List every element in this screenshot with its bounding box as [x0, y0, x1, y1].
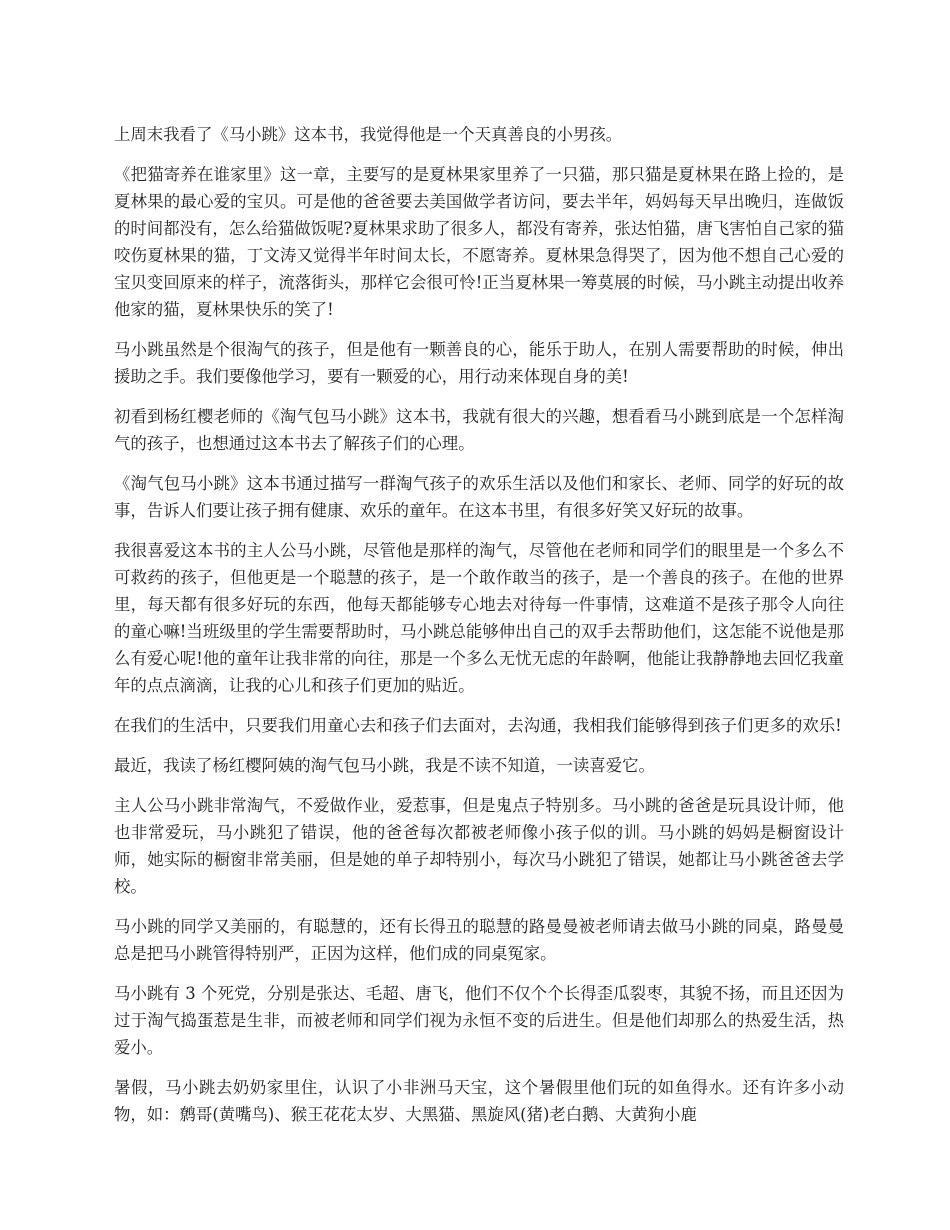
- paragraph: 《淘气包马小跳》这本书通过描写一群淘气孩子的欢乐生活以及他们和家长、老师、同学的好玩的故事，告诉人们要让孩子拥有健康、欢乐的童年。在这本书里，有很多好笑又好玩的故事。: [114, 474, 844, 520]
- paragraph: 马小跳有 3 个死党，分别是张达、毛超、唐飞，他们不仅个个长得歪瓜裂枣，其貌不扬，而且还因为过于淘气捣蛋惹是生非，而被老师和同学们视为永恒不变的后进生。但是他们却那么的热爱生活，热爱小。: [114, 984, 844, 1057]
- paragraph: 暑假，马小跳去奶奶家里住，认识了小非洲马天宝，这个暑假里他们玩的如鱼得水。还有许多小动物，如：鹩哥(黄嘴鸟)、猴王花花太岁、大黑猫、黑旋风(猪)老白鹅、大黄狗小鹿: [114, 1078, 844, 1124]
- paragraph: 上周末我看了《马小跳》这本书，我觉得他是一个天真善良的小男孩。: [114, 125, 623, 144]
- paragraph: 《把猫寄养在谁家里》这一章，主要写的是夏林果家里养了一只猫，那只猫是夏林果在路上捡的，是夏林果的最心爱的宝贝。可是他的爸爸要去美国做学者访问，要去半年，妈妈每天早出晚归，连做饭的时间都没有，怎么给猫做饭呢?夏林果求助了很多人，都没有寄养，张达怕猫，唐飞害怕自己家的猫咬伤夏林果的猫，丁文涛又觉得半年时间太长，不愿寄养。夏林果急得哭了，因为他不想自己心爱的宝贝变回原来的样子，流落街头，那样它会很可怜!正当夏林果一筹莫展的时候，马小跳主动提出收养他家的猫，夏林果快乐的笑了!: [114, 165, 844, 319]
- paragraph: 主人公马小跳非常淘气，不爱做作业，爱惹事，但是鬼点子特别多。马小跳的爸爸是玩具设计师，他也非常爱玩，马小跳犯了错误，他的爸爸每次都被老师像小孩子似的训。马小跳的妈妈是橱窗设计师，她实际的橱窗非常美丽，但是她的单子却特别小，每次马小跳犯了错误，她都让马小跳爸爸去学校。: [114, 796, 844, 896]
- paragraph: 马小跳的同学又美丽的，有聪慧的，还有长得丑的聪慧的路曼曼被老师请去做马小跳的同桌，路曼曼总是把马小跳管得特别严，正因为这样，他们成的同桌冤家。: [114, 917, 844, 963]
- document-body: [114, 121, 844, 1141]
- paragraph: 我很喜爱这本书的主人公马小跳，尽管他是那样的淘气，尽管他在老师和同学们的眼里是一个多么不可救药的孩子，但他更是一个聪慧的孩子，是一个敢作敢当的孩子，是一个善良的孩子。在他的世界里，每天都有很多好玩的东西，他每天都能够专心地去对待每一件事情，这难道不是孩子那令人向往的童心嘛!当班级里的学生需要帮助时，马小跳总能够伸出自己的双手去帮助他们，这怎能不说他是那么有爱心呢!他的童年让我非常的向往，那是一个多么无忧无虑的年龄啊，他能让我静静地去回忆我童年的点点滴滴，让我的心儿和孩子们更加的贴近。: [114, 541, 844, 695]
- paragraph: 在我们的生活中，只要我们用童心去和孩子们去面对，去沟通，我相我们能够得到孩子们更多的欢乐!: [114, 716, 842, 735]
- paragraph: 初看到杨红樱老师的《淘气包马小跳》这本书，我就有很大的兴趣，想看看马小跳到底是一个怎样淘气的孩子，也想通过这本书去了解孩子们的心理。: [114, 407, 844, 453]
- paragraph: 马小跳虽然是个很淘气的孩子，但是他有一颗善良的心，能乐于助人，在别人需要帮助的时候，伸出援助之手。我们要像他学习，要有一颗爱的心，用行动来体现自身的美!: [114, 340, 844, 386]
- paragraph: 最近，我读了杨红樱阿姨的淘气包马小跳，我是不读不知道，一读喜爱它。: [114, 756, 655, 775]
